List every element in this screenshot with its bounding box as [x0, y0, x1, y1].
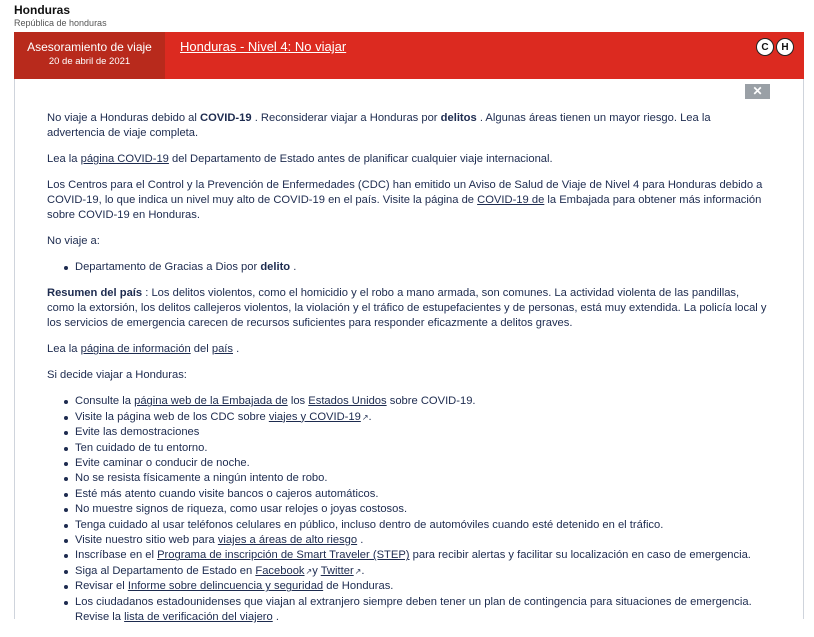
text: del Departamento de Estado antes de planificar cualquier viaje internacional.	[168, 153, 553, 165]
text: .	[368, 410, 372, 423]
paragraph-if-you-travel: Si decide viajar a Honduras:	[47, 369, 187, 382]
advisory-box	[14, 32, 165, 79]
text: los	[287, 395, 309, 408]
risk-badges	[756, 38, 794, 56]
text: Los ciudadanos estadounidenses que viajan al extranjero siempre deben tener un plan de contingencia para situaciones de emergencia. Revise la	[75, 595, 752, 624]
list-item	[75, 579, 767, 594]
text: .	[233, 343, 240, 356]
list-item: Esté más atento cuando visite bancos o cajeros automáticos.	[75, 487, 767, 502]
list-item	[75, 595, 767, 626]
cdc-travel-link[interactable]: viajes y COVID-19	[268, 410, 361, 423]
travel-tips-list	[75, 394, 767, 625]
traveler-checklist-link[interactable]: lista de verificación del viajero	[124, 611, 273, 624]
country-subtitle: República de honduras	[14, 18, 107, 28]
list-item: Ten cuidado de tu entorno.	[75, 441, 767, 456]
text: Lea la	[47, 153, 81, 165]
do-not-travel-list	[75, 260, 767, 275]
text: Revisar el	[75, 580, 128, 593]
united-states-link[interactable]: Estados Unidos	[308, 395, 387, 408]
list-item: Tenga cuidado al usar teléfonos celulares en público, incluso dentro de automóviles cuando esté detenido en el tráfico.	[75, 518, 767, 533]
text: Consulte la	[75, 395, 135, 408]
list-item	[75, 533, 767, 548]
embassy-website-link[interactable]: página web de la Embajada de	[134, 395, 288, 408]
list-item	[75, 394, 767, 409]
badge-c: C	[756, 38, 774, 56]
text: para recibir alertas y facilitar su localización en caso de emergencia.	[409, 549, 751, 562]
list-item: Evite las demostraciones	[75, 425, 767, 440]
advisory-banner	[14, 32, 804, 79]
paragraph-country-info	[47, 342, 767, 357]
step-program-link[interactable]: Programa de inscripción de Smart Traveler (STEP)	[157, 549, 410, 562]
list-item: Evite caminar o conducir de noche.	[75, 456, 767, 471]
advisory-content	[47, 111, 767, 637]
page-header	[14, 3, 107, 28]
text: Visite nuestro sitio web para	[75, 534, 218, 547]
covid-page-link[interactable]: página COVID-19	[80, 153, 169, 165]
text: sobre COVID-19.	[386, 395, 476, 408]
covid-bold: COVID-19	[200, 112, 252, 124]
list-item	[75, 548, 767, 563]
high-risk-areas-link[interactable]: viajes a áreas de alto riesgo	[217, 534, 358, 547]
text: .	[357, 534, 364, 547]
country-link[interactable]: país	[211, 343, 233, 356]
text: . Algunas áreas tienen un mayor riesgo. Lea la advertencia de viaje completa.	[47, 112, 711, 139]
list-item	[75, 260, 767, 275]
list-item: No se resista físicamente a ningún intento de robo.	[75, 471, 767, 486]
text: del	[190, 343, 212, 356]
list-item	[75, 410, 767, 425]
twitter-link[interactable]: Twitter	[320, 564, 354, 577]
paragraph-cdc	[47, 178, 767, 223]
crime-bold: delitos	[440, 112, 477, 124]
level-title-link[interactable]: Honduras - Nivel 4: No viajar	[180, 39, 347, 54]
text: Inscríbase en el	[75, 549, 158, 562]
text: la Embajada para obtener más información sobre COVID-19 en Honduras.	[47, 194, 762, 221]
country-name: Honduras	[14, 3, 71, 17]
summary-label: Resumen del país	[47, 287, 143, 300]
advisory-date: 20 de abril de 2021	[48, 56, 131, 67]
crime-safety-report-link[interactable]: Informe sobre delincuencia y seguridad	[127, 580, 324, 593]
text: .	[361, 564, 365, 577]
text: No viaje a Honduras debido al	[47, 112, 200, 124]
text: Visite la página web de los CDC sobre	[75, 410, 269, 423]
text: Los Centros para el Control y la Prevención de Enfermedades (CDC) han emitido un Aviso de Salud de Viaje de Nivel 4 para Honduras debido a COVID-19, lo que indica un nivel muy alto de COVID-19 en el país. Visite la página de	[47, 179, 763, 206]
close-button[interactable]: ✕	[745, 84, 770, 99]
paragraph-covid-page	[47, 152, 767, 167]
text: Lea la	[47, 343, 81, 356]
crime-bold: delito	[260, 261, 291, 273]
text: de Honduras.	[323, 580, 394, 593]
paragraph-summary-line	[47, 111, 767, 141]
paragraph-do-not-travel: No viaje a:	[47, 235, 100, 247]
external-link-icon: ↗	[361, 412, 369, 422]
list-item: No muestre signos de riqueza, como usar relojes o joyas costosos.	[75, 502, 767, 517]
text: . Reconsiderar viajar a Honduras por	[251, 112, 441, 124]
embassy-covid-link[interactable]: COVID-19 de	[477, 194, 545, 206]
text: Departamento de Gracias a Dios por	[75, 261, 261, 273]
paragraph-country-summary	[47, 286, 767, 331]
summary-text: : Los delitos violentos, como el homicidio y el robo a mano armada, son comunes. La actividad violenta de las pandillas, como la extorsión, los delitos callejeros violentos, la violación y el tráfico de estupefacientes y de personas, está muy extendida. La policía local y los servicios de emergencia carecen de recursos suficientes para responder eficazmente a delitos graves.	[47, 287, 767, 330]
external-link-icon: ↗	[305, 566, 313, 576]
facebook-link[interactable]: Facebook	[255, 564, 305, 577]
badge-h: H	[776, 38, 794, 56]
text: .	[290, 261, 297, 273]
advisory-label: Asesoramiento de viaje	[27, 40, 152, 54]
text: .	[272, 611, 279, 624]
text: y	[312, 564, 321, 577]
external-link-icon: ↗	[354, 566, 362, 576]
country-info-link[interactable]: página de información	[80, 343, 191, 356]
list-item	[75, 564, 767, 579]
text: Siga al Departamento de Estado en	[75, 564, 256, 577]
